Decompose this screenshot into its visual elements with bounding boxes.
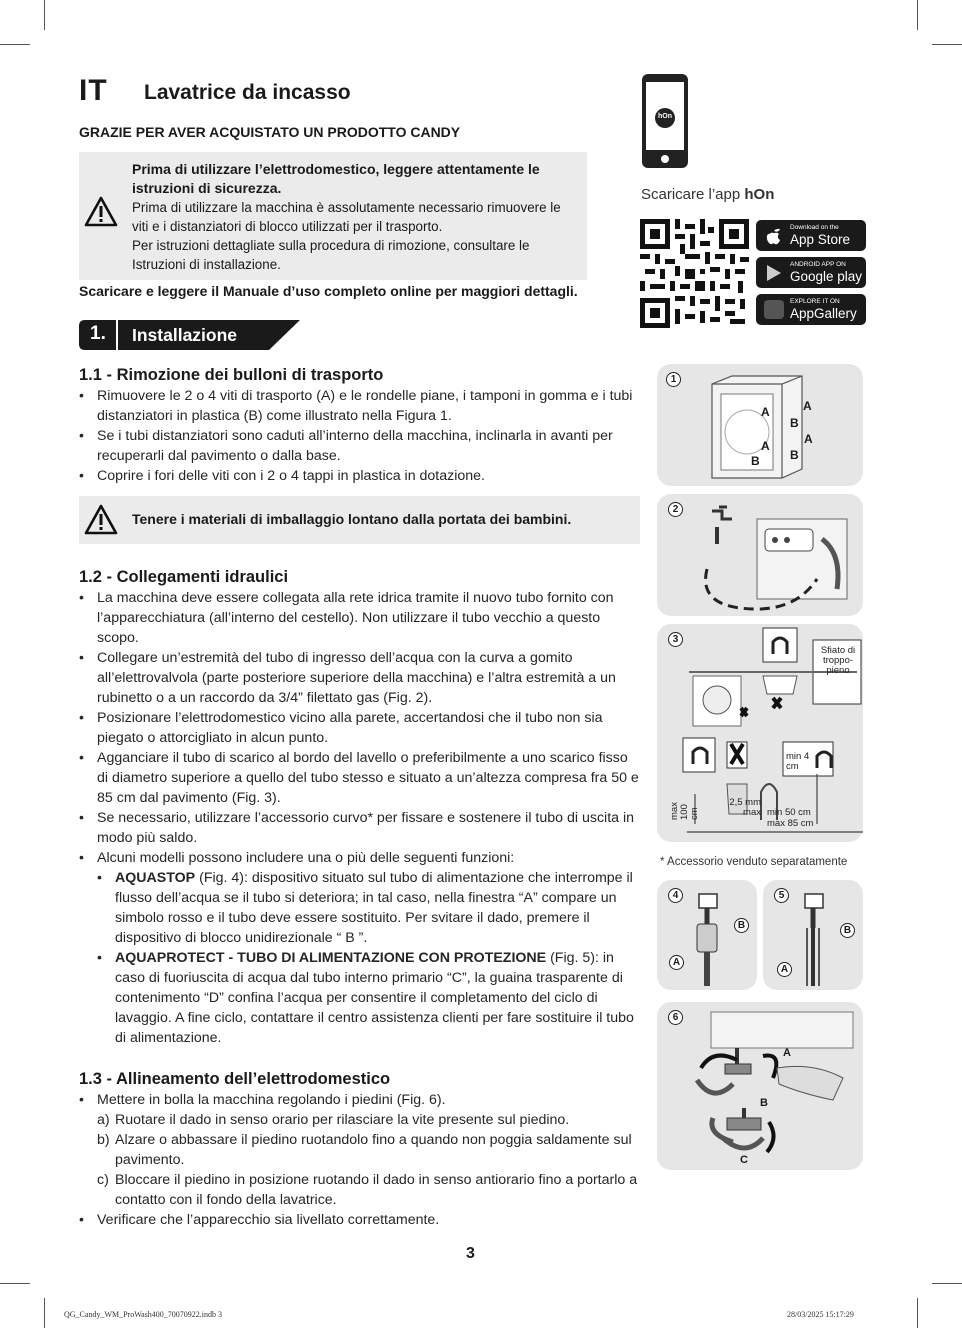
list-1-3-first [79,1090,640,1110]
step-key: c) [97,1172,109,1188]
figure-3 [657,624,863,842]
heading-1-1: 1.1 - Rimozione dei bulloni di trasporto [79,366,384,384]
label-a: A [804,432,813,446]
figure-number: 4 [668,888,683,903]
label-a-circle: A [669,955,684,970]
warning-icon [84,504,118,536]
list-item [97,948,640,1048]
label-c: C [740,1154,748,1166]
feature-text: (Fig. 4): dispositivo situato sul tubo di alimentazione che interrompe il flusso dell’acqua se il tubo si deteriora; in tal caso, nella finestra “A” compare un simbolo rosso e il tubo deve essere sostituito. Per svitare il dado, premere il dispositivo di blocco unidirezionale “ B ”. [115,870,633,946]
packaging-note-box [79,496,640,544]
apple-icon [765,226,783,246]
label-max-85-cm: max 85 cm [767,818,814,829]
list-1-2 [79,588,640,1048]
label-2-5-mm-max: 2,5 mm max [729,797,761,818]
crop-mark [917,0,918,30]
play-icon [766,264,782,282]
thanks-heading: GRAZIE PER AVER ACQUISTATO UN PRODOTTO CANDY [79,124,461,140]
label-b-circle: B [734,918,749,933]
smartphone-icon [641,73,689,169]
footer-file: QG_Candy_WM_ProWash400_70070922.indb 3 [64,1310,223,1319]
list-item: • Mettere in bolla la macchina regolando i piedini (Fig. 6). [79,1090,640,1110]
google-play-big: Google play [790,269,863,284]
app-download-line [641,186,774,203]
label-min-50-cm: min 50 cm [767,807,811,818]
list-item: • Se i tubi distanziatori sono caduti all’interno della macchina, inclinarla in avanti per recuperarli dal pavimento o dalla base. [79,426,640,466]
label-b: B [790,416,799,430]
list-item [97,868,640,948]
water-inlet-illustration [697,499,857,614]
feature-name: AQUAPROTECT - TUBO DI ALIMENTAZIONE CON PROTEZIONE [115,950,547,966]
language-code: IT [79,74,108,107]
list-item: • Collegare un’estremità del tubo di ingresso dell’acqua con la curva a gomito all’elettrovalvola (parte posteriore superiore della macchina) e l’altra estremità a un rubinetto o a un raccordo da 3/4” filettato gas (Fig. 2). [79,648,640,708]
crop-mark [932,44,962,45]
label-b: B [760,1097,768,1109]
features-sublist [97,868,640,1048]
aquastop-illustration [677,888,747,988]
crop-mark [0,44,30,45]
app-store-badge[interactable] [756,220,866,251]
feature-name: AQUASTOP [115,870,196,886]
step-a [79,1110,640,1130]
list-1-3 [79,1090,640,1230]
heading-1-2: 1.2 - Collegamenti idraulici [79,568,289,586]
warning-icon [84,196,118,228]
hon-logo: hOn [658,113,672,120]
list-item: • Coprire i fori delle viti con i 2 o 4 tappi in plastica in dotazione. [79,466,640,486]
figure-2 [657,494,863,616]
step-text: Bloccare il piedino in posizione ruotando il dado in senso antiorario fino a portarlo a contatto con il fondo della lavatrice. [115,1172,638,1208]
levelling-feet-illustration [693,1008,859,1166]
crop-mark [44,1298,45,1328]
step-key: a) [97,1112,110,1128]
step-key: b) [97,1132,110,1148]
app-gallery-big: AppGallery [790,306,857,321]
list-item: • Se necessario, utilizzare l’accessorio curvo* per fissare e sostenere il tubo di uscita in modo più saldo. [79,808,640,848]
aquaprotect-illustration [783,888,853,988]
google-play-small: ANDROID APP ON [790,261,846,268]
packaging-note-text: Tenere i materiali di imballaggio lontano dalla portata dei bambini. [132,511,572,527]
label-b: B [751,454,760,468]
section-number: 1. [90,323,106,344]
safety-warning-text-1: Prima di utilizzare la macchina è assolutamente necessario rimuovere le viti e i distanziatori di blocco utilizzati per il trasporto. [132,200,561,234]
label-a: A [761,405,770,419]
label-a-circle: A [777,962,792,977]
figure-number: 6 [668,1010,683,1025]
figure-1 [657,364,863,486]
app-gallery-badge[interactable] [756,294,866,325]
label-a: A [783,1047,791,1059]
page-title: Lavatrice da incasso [144,81,351,104]
step-b [79,1130,640,1170]
crop-mark [44,0,45,30]
step-text: Alzare o abbassare il piedino ruotandolo fino a quando non poggia saldamente sul pavimento. [115,1132,632,1168]
huawei-icon [763,299,785,320]
list-item: • Verificare che l’apparecchio sia livellato correttamente. [79,1210,640,1230]
app-gallery-small: EXPLORE IT ON [790,298,840,305]
crop-mark [0,1283,30,1284]
figure-6 [657,1002,863,1170]
crop-mark [932,1283,962,1284]
step-c [79,1170,640,1210]
section-title: Installazione [132,325,238,345]
google-play-badge[interactable] [756,257,866,288]
list-1-2-items [79,588,640,868]
download-manual-text: Scaricare e leggere il Manuale d’uso completo online per maggiori dettagli. [79,283,578,299]
list-item: • Agganciare il tubo di scarico al bordo del lavello o preferibilmente a uno scarico fisso di diametro superiore a quello del tubo stesso e situato a un’altezza compresa fra 50 e 85 cm dal pavimento (Fig. 3). [79,748,640,808]
label-a: A [761,439,770,453]
footer-timestamp: 28/03/2025 15:17:29 [787,1310,854,1319]
list-item: • La macchina deve essere collegata alla rete idrica tramite il nuovo tubo fornito con l’apparecchiatura (all’interno del cestello). Non utilizzare il tubo vecchio a questo scopo. [79,588,640,648]
crop-mark [917,1298,918,1328]
list-item: • Posizionare l’elettrodomestico vicino alla parete, accertandosi che il tubo non sia piegato o attorcigliato in alcun punto. [79,708,640,748]
page-number: 3 [466,1245,475,1262]
heading-1-3: 1.3 - Allineamento dell’elettrodomestico [79,1070,391,1088]
list-1-3-last [79,1210,640,1230]
figure-number: 3 [668,632,683,647]
label-max-100-cm: max 100 cm [669,802,700,820]
label-a: A [803,399,812,413]
safety-warning-text-2: Per istruzioni dettagliate sulla procedura di rimozione, consultare le Istruzioni di installazione. [132,238,530,272]
list-1-1 [79,386,640,486]
figure-4 [657,880,757,990]
figure-number: 1 [666,372,681,387]
app-name: hOn [744,186,775,203]
label-overflow-vent: Sfiato di troppo-pieno [820,645,856,676]
figure-number: 5 [774,888,789,903]
app-download-prefix: Scaricare l’app [641,186,745,203]
qr-code[interactable] [640,219,749,328]
step-text: Ruotare il dado in senso orario per rilasciare la vite presente sul piedino. [115,1112,570,1128]
label-b-circle: B [840,923,855,938]
label-min-4-cm: min 4 cm [786,751,810,772]
label-b: B [790,448,799,462]
feature-text: (Fig. 5): in caso di fuoriuscita di acqua dal tubo interno primario “C”, la guaina trasparente di contenimento “D” confina l’acqua per consentire il completamento del ciclo di lavaggio. A fine ciclo, contattare il centro assistenza clienti per fare sostituire il tubo di alimentazione. [115,950,634,1046]
accessory-note: * Accessorio venduto separatamente [660,856,848,868]
figure-5 [763,880,863,990]
app-store-small: Download on the [790,224,839,231]
safety-warning-title: Prima di utilizzare l’elettrodomestico, leggere attentamente le istruzioni di sicurezza. [132,161,540,196]
list-item: • Rimuovere le 2 o 4 viti di trasporto (A) e le rondelle piane, i tamponi in gomma e i tubi distanziatori in plastica (B) come illustrato nella Figura 1. [79,386,640,426]
list-item: • Alcuni modelli possono includere una o più delle seguenti funzioni: [79,848,640,868]
app-store-big: App Store [790,232,851,247]
safety-warning-box [79,152,587,280]
figure-number: 2 [668,502,683,517]
